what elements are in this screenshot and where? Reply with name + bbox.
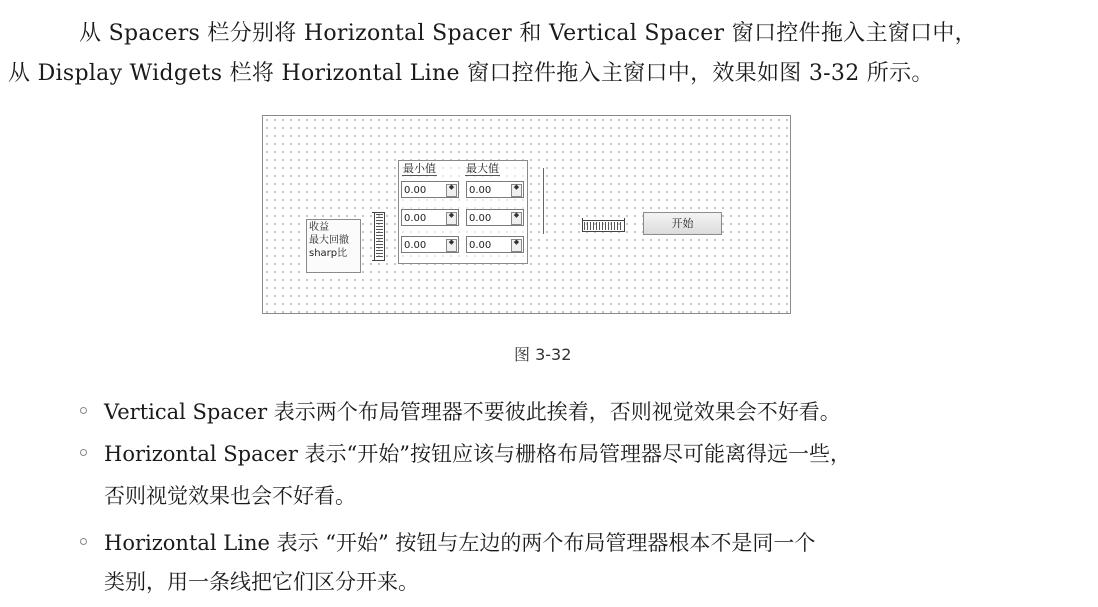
label-layout bbox=[306, 219, 361, 273]
bullet-icon bbox=[80, 407, 87, 414]
spin-arrows-icon[interactable]: ◆ bbox=[446, 239, 457, 252]
intro-paragraph-line-1: 从 Spacers 栏分别将 Horizontal Spacer 和 Vertical Spacer 窗口控件拖入主窗口中， bbox=[79, 21, 977, 46]
spinbox-value: 0.00 bbox=[469, 213, 492, 224]
vertical-spacer bbox=[374, 212, 385, 261]
spinbox-min-row1[interactable] bbox=[401, 181, 459, 198]
label-max-drawdown: 最大回撤 bbox=[309, 235, 349, 246]
spin-arrows-icon[interactable]: ◆ bbox=[446, 212, 457, 225]
horizontal-line-widget bbox=[543, 168, 544, 234]
bullet-text: Horizontal Line 表示 “开始” 按钮与左边的两个布局管理器根本不是同一个 类别，用一条线把它们区分开来。 bbox=[104, 531, 816, 594]
start-button[interactable]: 开始 bbox=[643, 212, 722, 235]
spinbox-value: 0.00 bbox=[404, 185, 427, 196]
spinbox-value: 0.00 bbox=[404, 213, 427, 224]
spin-arrows-icon[interactable]: ◆ bbox=[446, 184, 457, 197]
bullet-text: Vertical Spacer 表示两个布局管理器不要彼此挨着，否则视觉效果会不好看。 bbox=[104, 400, 841, 424]
label-sharpe-ratio: sharp比 bbox=[309, 248, 348, 259]
spin-arrows-icon[interactable]: ◆ bbox=[511, 184, 522, 197]
spin-arrows-icon[interactable]: ◆ bbox=[511, 212, 522, 225]
bullet-icon bbox=[80, 538, 87, 545]
bullet-text: Horizontal Spacer 表示“开始”按钮应该与栅格布局管理器尽可能离得远一些， 否则视觉效果也会不好看。 bbox=[104, 442, 852, 508]
spinbox-max-row1[interactable] bbox=[466, 181, 524, 198]
intro-paragraph-line-2: 从 Display Widgets 栏将 Horizontal Line 窗口控件拖入主窗口中，效果如图 3-32 所示。 bbox=[8, 61, 934, 86]
header-min-value: 最小值 bbox=[403, 162, 436, 175]
spinbox-value: 0.00 bbox=[404, 240, 427, 251]
figure-caption: 图 3-32 bbox=[514, 345, 572, 364]
spinbox-value: 0.00 bbox=[469, 185, 492, 196]
spin-arrows-icon[interactable]: ◆ bbox=[511, 239, 522, 252]
spinbox-min-row2[interactable] bbox=[401, 209, 459, 226]
spinbox-min-row3[interactable] bbox=[401, 236, 459, 253]
bullet-icon bbox=[80, 449, 87, 456]
spinbox-value: 0.00 bbox=[469, 240, 492, 251]
spinbox-max-row3[interactable] bbox=[466, 236, 524, 253]
horizontal-spacer bbox=[582, 220, 625, 232]
label-profit: 收益 bbox=[309, 222, 329, 233]
grid-layout bbox=[398, 160, 528, 264]
designer-form-canvas bbox=[262, 115, 791, 314]
header-max-value: 最大值 bbox=[466, 162, 499, 175]
spinbox-max-row2[interactable] bbox=[466, 209, 524, 226]
